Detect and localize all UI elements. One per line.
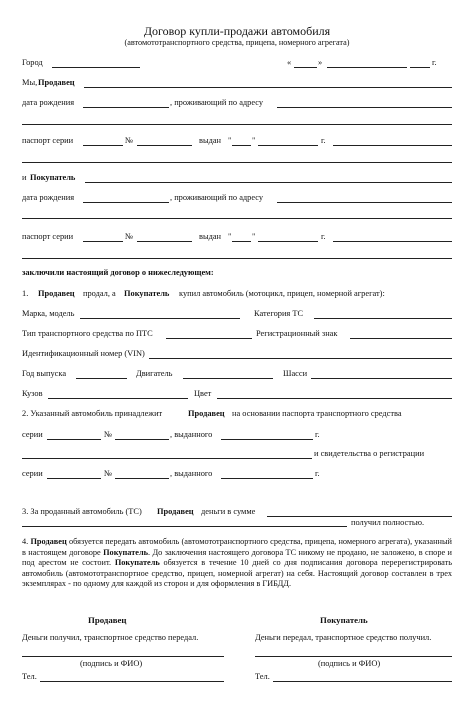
p4-line3b: обязуется в течение 10 дней со дня — [163, 558, 297, 568]
year-field[interactable] — [76, 378, 127, 379]
document-title: Договор купли-продажи автомобиля — [143, 24, 331, 38]
seller-sign-fio-label: (подпись и ФИО) — [80, 659, 143, 668]
p4-paragraph — [22, 537, 452, 590]
reg-sign-field[interactable] — [350, 338, 452, 339]
p2b-g: г. — [315, 469, 320, 478]
buyer-passport-series-field[interactable] — [83, 241, 123, 242]
make-model-field[interactable] — [80, 318, 240, 319]
vin-label: Идентификационный номер (VIN) — [22, 349, 145, 358]
p2-g: г. — [315, 430, 320, 439]
seller-tel-field[interactable] — [40, 681, 224, 682]
buyer-signature-field[interactable] — [255, 656, 452, 657]
date-quote-close: » — [318, 58, 323, 67]
we-prefix: Мы, — [22, 78, 38, 87]
buyer-quote-open: " — [228, 232, 232, 241]
seller-issued-day-field[interactable] — [232, 145, 251, 146]
price-field[interactable] — [267, 516, 452, 517]
chassis-field[interactable] — [311, 378, 452, 379]
buyer-tel-field[interactable] — [273, 681, 452, 682]
buyer-residing-label: , проживающий по адресу — [170, 193, 264, 202]
sig-seller-heading: Продавец — [88, 615, 127, 625]
seller-passport-number-field[interactable] — [137, 145, 192, 146]
p2b-issued-by-label: , выданного — [170, 469, 213, 478]
category-label: Категория ТС — [254, 309, 304, 318]
p3-tail: деньги в сумме — [201, 507, 256, 516]
price-words-field[interactable] — [22, 526, 347, 527]
reg-sign-label: Регистрационный знак — [256, 329, 338, 338]
seller-issued-month-field[interactable] — [258, 145, 318, 146]
concluded-heading: заключили настоящий договор о нижеследующем: — [22, 268, 214, 277]
sig-seller-money: Деньги получил, транспортное средство передал. — [22, 633, 199, 642]
p4-line4: подписания договора перерегистрировать автомобиль (автомототранспортное средство, прицеп, номерной — [22, 558, 452, 578]
cert-issued-by-field[interactable] — [221, 478, 313, 479]
p2-num-sign: № — [104, 430, 112, 439]
chassis-label: Шасси — [283, 369, 308, 378]
date-month-field[interactable] — [327, 67, 407, 68]
seller-quote-close: " — [252, 136, 256, 145]
p4-line5: агрегат) на себя. Настоящий договор составлен в трех экземплярах - по одному для каждой из сторон и для — [22, 568, 452, 589]
p1-tail: купил автомобиль (мотоцикл, прицеп, номерной агрегат): — [179, 289, 385, 298]
body-label: Кузов — [22, 389, 43, 398]
buyer-name-field[interactable] — [85, 182, 452, 183]
p4-line3: не продано, не заложено, в споре и под арестом не состоит. — [22, 547, 452, 568]
buyer-address-field[interactable] — [277, 202, 452, 203]
p3-start: 3. За проданный автомобиль (ТС) — [22, 507, 142, 516]
seller-label: Продавец — [38, 78, 75, 87]
year-suffix: г. — [432, 58, 437, 67]
p1-mid: продал, а — [83, 289, 116, 298]
color-field[interactable] — [217, 398, 452, 399]
color-label: Цвет — [194, 389, 212, 398]
p2-issued-by-label: , выданного — [170, 430, 213, 439]
make-model-label: Марка, модель — [22, 309, 75, 318]
p3-received: получил полностью. — [351, 518, 425, 527]
date-year-field[interactable] — [410, 67, 430, 68]
p4-buyer-1: Покупатель — [103, 547, 149, 557]
seller-tel-label: Тел. — [22, 672, 37, 681]
engine-label: Двигатель — [136, 369, 173, 378]
buyer-issued-day-field[interactable] — [232, 241, 251, 242]
seller-passport-series-field[interactable] — [83, 145, 123, 146]
pts-series-field[interactable] — [47, 439, 101, 440]
buyer-birth-label: дата рождения — [22, 193, 75, 202]
p1-number: 1. — [22, 289, 29, 298]
city-label: Город — [22, 58, 43, 67]
seller-address-field-2[interactable] — [22, 124, 452, 125]
buyer-issued-g: г. — [321, 232, 326, 241]
buyer-issued-month-field[interactable] — [258, 241, 318, 242]
buyer-issued-by-field-2[interactable] — [22, 258, 452, 259]
buyer-passport-label: паспорт серии — [22, 232, 74, 241]
pts-extra-field[interactable] — [22, 458, 312, 459]
seller-issued-g: г. — [321, 136, 326, 145]
seller-name-field[interactable] — [84, 87, 452, 88]
reg-cert-label: и свидетельства о регистрации — [314, 449, 425, 458]
vin-field[interactable] — [149, 358, 452, 359]
vehicle-type-label: Тип транспортного средства по ПТС — [22, 329, 153, 338]
p2b-num-sign: № — [104, 469, 112, 478]
seller-signature-field[interactable] — [22, 656, 224, 657]
cert-series-field[interactable] — [47, 478, 101, 479]
buyer-sign-fio-label: (подпись и ФИО) — [318, 659, 381, 668]
seller-passport-label: паспорт серии — [22, 136, 74, 145]
seller-issued-by-field[interactable] — [333, 145, 452, 146]
p4-seller: Продавец — [30, 537, 67, 546]
p2-seller: Продавец — [188, 409, 225, 418]
sig-buyer-heading: Покупатель — [320, 615, 368, 625]
p4-line1: обязуется передать автомобиль (автомототранспортного средства, прицепа, номерного — [68, 537, 376, 546]
body-field[interactable] — [48, 398, 188, 399]
buyer-label: Покупатель — [30, 173, 76, 182]
p2-series-label: серии — [22, 430, 43, 439]
p4-line2b: . До заключения настоящего договора ТС никому — [148, 547, 325, 557]
sig-buyer-money: Деньги передал, транспортное средство получил. — [255, 633, 432, 642]
cert-number-field[interactable] — [115, 478, 169, 479]
seller-address-field[interactable] — [277, 107, 452, 108]
document-subtitle: (автомототранспортного средства, прицепа, номерного агрегата) — [124, 38, 350, 47]
buyer-passport-num-sign: № — [125, 232, 133, 241]
p4-line6: оформления в ГИБДД. — [210, 579, 292, 589]
buyer-passport-number-field[interactable] — [137, 241, 192, 242]
category-field[interactable] — [314, 318, 452, 319]
p1-buyer: Покупатель — [124, 289, 170, 298]
year-label: Год выпуска — [22, 369, 67, 378]
buyer-quote-close: " — [252, 232, 256, 241]
seller-issued-by-field-2[interactable] — [22, 162, 452, 163]
buyer-tel-label: Тел. — [255, 672, 270, 681]
p4-buyer-2: Покупатель — [114, 558, 160, 568]
engine-field[interactable] — [183, 378, 273, 379]
buyer-issued-by-field[interactable] — [333, 241, 452, 242]
date-day-field[interactable] — [294, 67, 317, 68]
date-quote-open: « — [287, 58, 292, 67]
seller-birth-label: дата рождения — [22, 98, 75, 107]
pts-issued-by-field[interactable] — [221, 439, 313, 440]
p3-seller: Продавец — [157, 507, 194, 516]
and-prefix: и — [22, 173, 27, 182]
p1-seller: Продавец — [38, 289, 75, 298]
seller-quote-open: " — [228, 136, 232, 145]
p4-line2a: агрегата), указанный в настоящем договоре — [22, 537, 452, 557]
seller-birth-field[interactable] — [83, 107, 169, 108]
p2b-series-label: серии — [22, 469, 43, 478]
seller-issued-label: выдан — [199, 136, 222, 145]
pts-number-field[interactable] — [115, 439, 169, 440]
p4-number: 4. — [22, 537, 29, 546]
vehicle-type-field[interactable] — [166, 338, 252, 339]
buyer-issued-label: выдан — [199, 232, 222, 241]
p2-tail: на основании паспорта транспортного средства — [232, 409, 402, 418]
buyer-birth-field[interactable] — [83, 202, 169, 203]
seller-passport-num-sign: № — [125, 136, 133, 145]
seller-residing-label: , проживающий по адресу — [170, 98, 264, 107]
buyer-address-field-2[interactable] — [22, 218, 452, 219]
p2-start: 2. Указанный автомобиль принадлежит — [22, 409, 163, 418]
city-field[interactable] — [52, 67, 140, 68]
